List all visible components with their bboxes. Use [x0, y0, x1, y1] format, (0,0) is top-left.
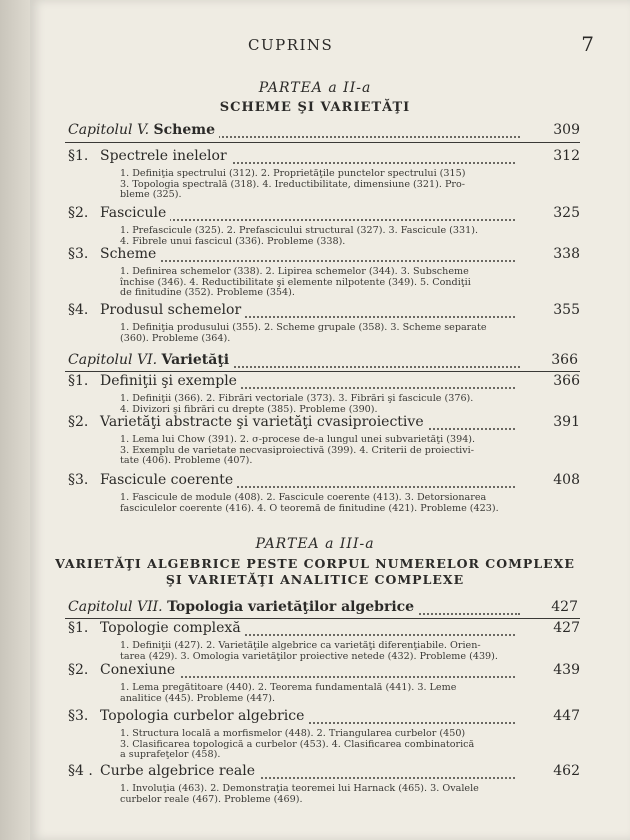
chapter-6-title: Varietăţi [161, 352, 230, 368]
chapter-6-rule [65, 371, 580, 372]
section-number: §2. [68, 414, 89, 430]
section-label [68, 662, 179, 678]
subtopic-line: bleme (325). [120, 189, 182, 200]
section-page: 355 [549, 302, 580, 318]
section-label [68, 708, 308, 724]
chapter-6-entry[interactable] [0, 352, 630, 370]
subtopic-line: 4. Divizori şi fibrări cu drepte (385). Probleme (390). [120, 403, 378, 415]
chapter-5-page: 309 [549, 122, 580, 138]
section-number: §1. [68, 373, 89, 389]
subtopic-line: curbelor reale (467). Probleme (469). [120, 793, 303, 805]
section-label [68, 246, 160, 262]
section-label [68, 373, 241, 389]
ch7-section-1[interactable] [0, 620, 630, 638]
section-page: 338 [549, 246, 580, 262]
section-title: Varietăţi abstracte şi varietăţi cvasiproiective [100, 414, 424, 430]
subtopic-line: 3. Exemplu de varietate necvasiproiectivă (399). 4. Criterii de proiectivi- [120, 444, 474, 456]
part3-subtitle-line1: VARIETĂŢI ALGEBRICE PESTE CORPUL NUMERELOR COMPLEXE [55, 556, 575, 571]
part3-subtitle-line2: ŞI VARIETĂŢI ANALITICE COMPLEXE [165, 572, 465, 587]
subtopic-line: 1. Prefascicule (325). 2. Prefascicului structural (327). 3. Fascicule (331). [120, 225, 479, 236]
ch6-section-1[interactable] [0, 373, 630, 391]
section-subtopics [120, 394, 568, 415]
leader-dots [225, 364, 520, 368]
chapter-5-number: Capitolul V. [68, 122, 150, 138]
section-number: §1. [68, 620, 89, 636]
section-page: 427 [549, 620, 580, 636]
subtopic-line: 1. Involuţia (463). 2. Demonstraţia teoremei lui Harnack (465). 3. Ovalele [120, 783, 479, 794]
chapter-5-entry[interactable] [0, 122, 630, 140]
section-label [68, 302, 245, 318]
section-label [68, 620, 245, 636]
section-page: 439 [549, 662, 580, 678]
section-subtopics [120, 169, 568, 201]
section-number: §2. [68, 662, 89, 678]
part2-subtitle: SCHEME ŞI VARIETĂŢI [219, 100, 411, 115]
section-title: Spectrele inelelor [100, 148, 227, 164]
chapter-6-number: Capitolul VI. [68, 352, 158, 368]
ch7-section-4[interactable] [0, 763, 630, 781]
section-title: Scheme [100, 246, 157, 262]
ch7-section-2[interactable] [0, 662, 630, 680]
section-page: 391 [549, 414, 580, 430]
section-number: §4 . [68, 763, 93, 779]
chapter-7-label [68, 599, 418, 615]
section-label [68, 472, 237, 488]
header-title: CUPRINS [248, 36, 334, 54]
section-label [68, 148, 231, 164]
section-number: §4. [68, 302, 89, 318]
ch5-section-2[interactable] [0, 205, 630, 223]
subtopic-line: 1. Definiţii (427). 2. Varietăţile algebrice ca varietăţi diferenţiabile. Orien- [120, 640, 481, 651]
chapter-7-number: Capitolul VII. [68, 599, 163, 615]
part3-title: PARTEA a III-a [255, 536, 375, 552]
subtopic-line: 1. Fascicule de module (408). 2. Fascicule coerente (413). 3. Detorsionarea [120, 492, 487, 503]
chapter-7-rule [65, 618, 580, 619]
subtopic-line: 1. Lema pregătitoare (440). 2. Teorema fundamentală (441). 3. Leme [120, 682, 457, 693]
section-title: Topologie complexă [100, 620, 241, 636]
section-subtopics [120, 493, 568, 514]
chapter-6-label [68, 352, 233, 368]
section-label [68, 205, 170, 221]
subtopic-line: închise (346). 4. Reductibilitate şi elemente nilpotente (349). 5. Condiţii [120, 276, 471, 288]
chapter-7-title: Topologia varietăţilor algebrice [167, 599, 415, 615]
ch5-section-3[interactable] [0, 246, 630, 264]
section-label [68, 763, 259, 779]
section-subtopics [120, 226, 568, 247]
section-number: §3. [68, 472, 89, 488]
ch6-section-2[interactable] [0, 414, 630, 432]
chapter-6-page: 366 [547, 352, 578, 368]
subtopic-line: tarea (429). 3. Omologia varietăţilor proiective netede (432). Probleme (439). [120, 650, 498, 662]
chapter-5-label [68, 122, 219, 138]
subtopic-line: 1. Lema lui Chow (391). 2. σ-procese de-a lungul unei subvarietăţi (394). [120, 434, 476, 445]
subtopic-line: 1. Definirea schemelor (338). 2. Lipirea schemelor (344). 3. Subscheme [120, 266, 469, 277]
chapter-7-entry[interactable] [0, 599, 630, 617]
subtopic-line: (360). Probleme (364). [120, 332, 231, 344]
section-title: Topologia curbelor algebrice [100, 708, 305, 724]
ch5-section-4[interactable] [0, 302, 630, 320]
section-subtopics [120, 323, 568, 344]
subtopic-line: 3. Topologia spectrală (318). 4. Ireductibilitate, dimensiune (321). Pro- [120, 178, 466, 190]
section-subtopics [120, 729, 568, 761]
chapter-5-title: Scheme [153, 122, 215, 138]
section-subtopics [120, 435, 568, 467]
ch6-section-3[interactable] [0, 472, 630, 490]
section-title: Fascicule coerente [100, 472, 234, 488]
subtopic-line: 1. Definiţia spectrului (312). 2. Proprietăţile punctelor spectrului (315) [120, 168, 466, 179]
section-subtopics [120, 784, 568, 805]
chapter-7-page: 427 [547, 599, 578, 615]
subtopic-line: a suprafeţelor (458). [120, 749, 221, 760]
section-number: §1. [68, 148, 89, 164]
subtopic-line: fasciculelor coerente (416). 4. O teoremă de finitudine (421). Probleme (423). [120, 502, 499, 514]
section-page: 325 [549, 205, 580, 221]
section-title: Conexiune [100, 662, 176, 678]
section-page: 312 [549, 148, 580, 164]
section-subtopics [120, 683, 568, 704]
leader-dots [190, 134, 520, 138]
subtopic-line: 3. Clasificarea topologică a curbelor (453). 4. Clasificarea combinatorică [120, 738, 475, 750]
ch5-section-1[interactable] [0, 148, 630, 166]
section-subtopics [120, 267, 568, 299]
section-number: §2. [68, 205, 89, 221]
part2-title: PARTEA a II-a [258, 80, 372, 96]
section-page: 462 [549, 763, 580, 779]
page-number: 7 [581, 32, 594, 56]
subtopic-line: 1. Structura locală a morfismelor (448). 2. Triangularea curbelor (450) [120, 728, 466, 739]
leader-dots [110, 217, 515, 221]
section-subtopics [120, 641, 568, 662]
leader-dots [110, 258, 515, 262]
subtopic-line: 1. Definiţia produsului (355). 2. Scheme grupale (358). 3. Scheme separate [120, 322, 487, 333]
section-label [68, 414, 428, 430]
ch7-section-3[interactable] [0, 708, 630, 726]
running-header [228, 32, 594, 60]
subtopic-line: tate (406). Probleme (407). [120, 455, 253, 466]
section-title: Produsul schemelor [100, 302, 242, 318]
section-number: §3. [68, 246, 89, 262]
section-page: 408 [549, 472, 580, 488]
subtopic-line: 4. Fibrele unui fascicul (336). Probleme (338). [120, 235, 346, 247]
section-title: Curbe algebrice reale [100, 763, 255, 779]
chapter-5-rule [65, 142, 580, 143]
subtopic-line: de finitudine (352). Probleme (354). [120, 287, 295, 298]
subtopic-line: 1. Definiţii (366). 2. Fibrări vectoriale (373). 3. Fibrări şi fascicule (376). [120, 393, 474, 404]
section-page: 366 [549, 373, 580, 389]
section-title: Definiţii şi exemple [100, 373, 237, 389]
section-page: 447 [549, 708, 580, 724]
section-title: Fascicule [100, 205, 167, 221]
section-number: §3. [68, 708, 89, 724]
subtopic-line: analitice (445). Probleme (447). [120, 692, 276, 704]
